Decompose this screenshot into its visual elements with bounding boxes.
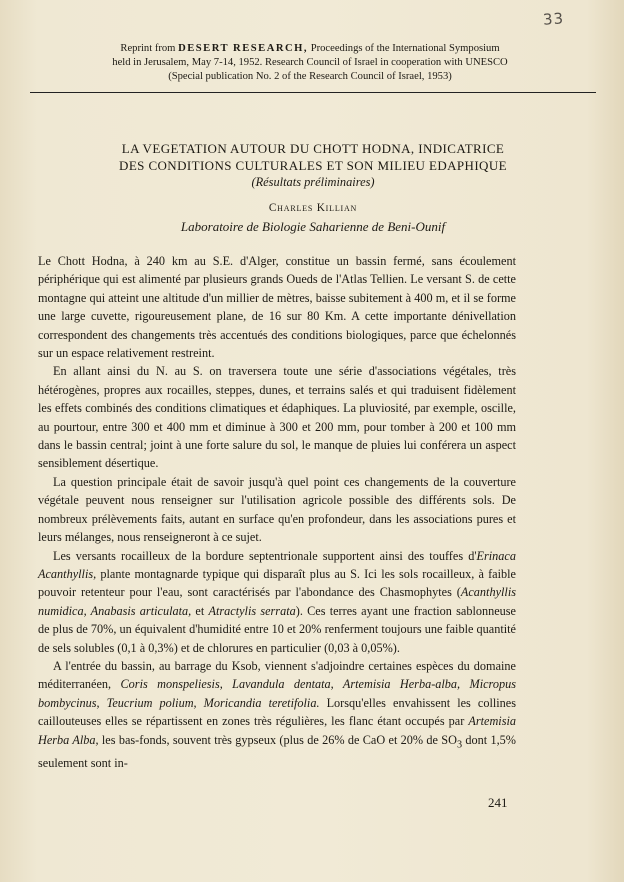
page-number: 241 — [488, 795, 508, 810]
paragraph-3: La question principale était de savoir jusqu'à quel point ces changements de la couverture végétale peuvent nous renseigner sur l'utilisation agricole possible des différents sols. De nombreux prélèvements faits, autant en surface qu'en profondeur, dans les associations pures et leurs mélanges, nous renseigneront à ce sujet. — [38, 474, 516, 545]
article-subtitle: (Résultats préliminaires) — [251, 175, 375, 189]
article-body — [38, 252, 516, 773]
paragraph-2: En allant ainsi du N. au S. on traversera toute une série d'associations végétales, très hétérogènes, propres aux rocailles, steppes, dunes, et terrains salés et qui traduisent fidèlement les effets combinés des conditions climatiques et édaphiques. La pluviosité, par exemple, oscille, au pourtour, entre 300 et 400 mm et diminue à 300 et 200 mm, pour tomber à 200 et 100 mm dans le bassin central; joint à une forte salure du sol, le manque de pluies lui conférera un aspect sensiblement désertique. — [38, 364, 516, 471]
journal-name: DESERT RESEARCH, — [178, 43, 309, 54]
paragraph-5: A l'entrée du bassin, au barrage du Ksob, viennent s'adjoindre certaines espèces du domaine méditerranéen, Coris monspeliesis, Lavandula dentata, Artemisia Herba-alba, Micropus bombycinus, Teucrium polium, Moricandia teretifolia. Lorsqu'elles envahissent les collines caillouteuses elles se répartissent en zones très régulières, les flanc étant occupés par Artemisia Herba Alba, les bas-fonds, souvent très gypseux (plus de 26% de CaO et 20% de $SO_3$ dont 1,5% seulement sont in- — [38, 658, 516, 771]
paragraph-1: Le Chott Hodna, à 240 km au S.E. d'Alger, constitue un bassin fermé, sans écoulement périphérique qui est alimenté par plusieurs grands Oueds de l'Atlas Tellien. Le versant S. de cette montagne qui atteint une altitude d'un millier de mètres, baisse subitement à 400 m, et il se forme une large cuvette, rigoureusement plane, de 16 sur 80 Km. A cette importante dénivellation correspondent des changements très accentués des conditions biologiques, parce que échelonnés sur un espace relativement restreint. — [38, 254, 516, 361]
handwritten-margin-mark: 33 — [542, 9, 565, 29]
article-title: LA VEGETATION AUTOUR DU CHOTT HODNA, INDICATRICE DES CONDITIONS CULTURALES ET SON MILIEU EDAPHIQUE — [119, 141, 507, 173]
header-line-2: held in Jerusalem, May 7-14, 1952. Research Council of Israel in cooperation with UNESCO — [112, 57, 508, 68]
author-affiliation: Laboratoire de Biologie Saharienne de Beni-Ounif — [180, 219, 446, 234]
paragraph-4: Les versants rocailleux de la bordure septentrionale supportent ainsi des touffes d'Erinaca Acanthyllis, plante montagnarde typique qui disparaît plus au S. Ici les sols rocailleux, à faible pouvoir retenteur pour l'eau, sont caractérisés par l'abondance des Chasmophytes (Acanthyllis numidica, Anabasis articulata, et Atractylis serrata). Ces terres ayant une fraction sablonneuse de plus de 70%, un équivalent d'humidité entre 10 et 20% renferment toujours une faible quantité de sels solubles (0,1 à 0,3%) et de chlorures en particulier (0,03 à 0,05%). — [38, 548, 516, 655]
header-line-1: Reprint from DESERT RESEARCH, Proceedings of the International Symposium — [120, 43, 500, 54]
author-name: Charles Killian — [268, 202, 358, 214]
header-rule — [30, 92, 596, 93]
header-line-3: (Special publication No. 2 of the Research Council of Israel, 1953) — [168, 71, 452, 82]
reprint-header — [30, 42, 590, 84]
